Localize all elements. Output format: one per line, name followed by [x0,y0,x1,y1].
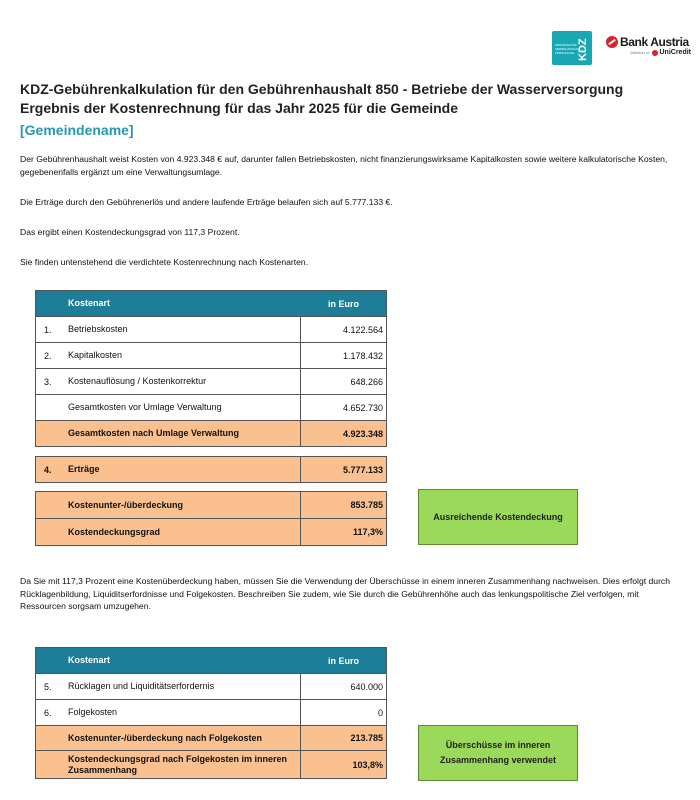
followup-table-header-value: in Euro [328,655,359,666]
row-value: 117,3% [352,527,383,537]
table-row [35,317,387,343]
row-number: 1. [44,324,52,335]
row-label: Kostendeckungsgrad nach Folgekosten im inneren Zusammenhang [62,751,301,778]
row-number: 6. [44,707,52,718]
cost-table-header [35,290,387,317]
table-row-summary [35,519,387,546]
row-number: 5. [44,681,52,692]
row-number: 2. [44,350,52,361]
row-value: 640.000 [350,681,383,692]
bank-austria-name: Bank Austria [620,35,689,49]
kdz-logo [552,31,592,65]
unicredit-mark-icon [652,50,658,56]
row-label: Folgekosten [62,700,301,725]
intro-paragraph-revenue: Die Erträge durch den Gebührenerlös und andere laufende Erträge belaufen sich auf 5.777.133 €. [20,197,393,207]
coverage-status-box: Ausreichende Kostendeckung [418,489,578,545]
table-row [35,700,387,726]
table-row [35,369,387,395]
row-value: 648.266 [350,376,383,387]
table-row [35,395,387,421]
row-value: 4.652.730 [342,402,383,413]
table-row-ertraege [35,456,387,483]
row-value: 5.777.133 [342,464,383,475]
row-label: Gesamtkosten vor Umlage Verwaltung [62,395,301,420]
followup-table-header [35,647,387,674]
followup-table-header-label: Kostenart [62,648,301,673]
row-number: 3. [44,376,52,387]
row-number [36,395,62,420]
row-value: 1.178.432 [342,350,383,361]
row-label: Rücklagen und Liquiditätserfordernis [62,674,301,699]
kdz-logo-line1: ZENTRUM FÜR [555,43,577,47]
intro-paragraph-costs: Der Gebührenhaushalt weist Kosten von 4.923.348 € auf, darunter fallen Betriebskosten, nicht finanzierungswirksame Kapitalkosten sowie weitere kalkulatorische Kosten, gegebenenfalls ergänzt um eine Verwaltungsumlage. [20,154,668,177]
row-value: 0 [377,707,383,718]
row-value: 853.785 [350,500,383,510]
row-label: Betriebskosten [62,317,301,342]
row-label: Kostenunter-/überdeckung [62,492,301,518]
table-row-summary [35,726,387,751]
bank-austria-logo [606,35,696,63]
row-label: Erträge [62,457,301,482]
unicredit-name: UniCredit [659,49,691,56]
intro-paragraph-note: Sie finden untenstehend die verdichtete Kostenrechnung nach Kostenarten. [20,257,309,267]
row-value: 4.122.564 [342,324,383,335]
kdz-logo-text: KDZ [577,38,589,61]
bank-austria-member: Member of [630,50,650,55]
row-value: 4.923.348 [342,428,383,439]
table-row-summary [35,751,387,779]
gemeinde-name: [Gemeindename] [20,122,134,138]
cost-table-header-label: Kostenart [62,291,301,316]
row-label: Kostenunter-/überdeckung nach Folgekosten [62,726,301,750]
row-number [36,421,62,446]
row-value: 213.785 [350,733,383,743]
page-title-line2: Ergebnis der Kostenrechnung für das Jahr 2025 für die Gemeinde [20,100,459,116]
bank-austria-mark-icon [606,36,618,48]
intro-paragraph-coverage: Das ergibt einen Kostendeckungsgrad von 117,3 Prozent. [20,227,240,237]
row-number: 4. [44,464,52,475]
kdz-logo-line2: VERWALTUNGS- [555,47,579,51]
kdz-logo-line3: FORSCHUNG [555,51,575,55]
row-label: Kapitalkosten [62,343,301,368]
surplus-status-box: Überschüsse im inneren Zusammenhang verwendet [418,725,578,781]
row-value: 103,8% [352,759,383,770]
row-label: Kostendeckungsgrad [62,519,301,545]
cost-table-header-value: in Euro [328,298,359,309]
table-row [35,343,387,369]
row-label: Gesamtkosten nach Umlage Verwaltung [62,421,301,446]
table-row-summary [35,491,387,519]
table-row [35,674,387,700]
row-label: Kostenauflösung / Kostenkorrektur [62,369,301,394]
table-row-total [35,421,387,447]
page-title-line1: KDZ-Gebührenkalkulation für den Gebührenhaushalt 850 - Betriebe der Wasserversorgung [20,81,624,97]
surplus-explanation-paragraph: Da Sie mit 117,3 Prozent eine Kostenüberdeckung haben, müssen Sie die Verwendung der Überschüsse in einem inneren Zusammenhang nachweisen. Dies erfolgt durch Rücklagenbildung, Liquiditserfordnisse und Folgekosten. Beschreiben Sie zudem, wie Sie durch die Gebührenhöhe auch das lenkungspolitische Ziel verfolgen, mit Ressourcen sorgsam umzugehen. [20,576,671,611]
